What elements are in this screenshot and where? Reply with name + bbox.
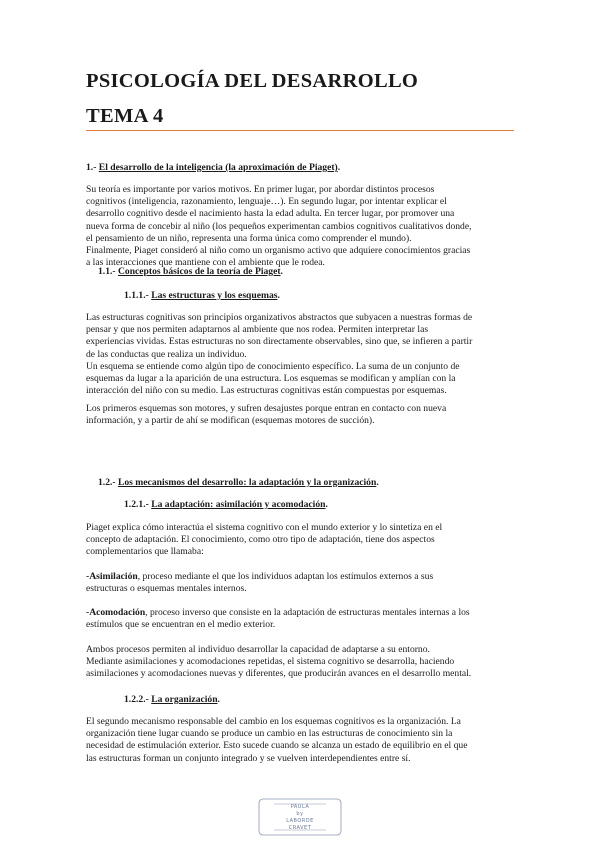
section-1-1-1-paragraph-2 [86, 403, 518, 427]
section-1-2-2-paragraph [86, 716, 518, 765]
section-1-number: 1.- [86, 162, 99, 173]
text-line: Piaget explica cómo interactúa el sistema cognitivo con el mundo exterior y lo sintetiza en el [86, 522, 443, 533]
section-1-2-1-heading: 1.2.1.- La adaptación: asimilación y acomodación. [124, 499, 328, 510]
text-line: desarrollo cognitivo desde el nacimiento hasta la edad adulta. En tercer lugar, por promover una [86, 208, 455, 220]
section-1-2-title: Los mecanismos del desarrollo: la adaptación y la organización [117, 477, 377, 488]
text-line: Un esquema se entiende como algún tipo de conocimiento específico. La suma de un conjunto de [86, 360, 460, 372]
section-1-2-2-number: 1.2.2.- [124, 694, 152, 705]
text-line: Su teoría es importante por varios motivos. En primer lugar, por abordar distintos procesos [86, 184, 435, 195]
acomodacion-definition [86, 607, 518, 631]
text-line: de las conductas que realiza un individuo. [86, 348, 247, 360]
section-1-2-1-paragraph-1 [86, 522, 518, 559]
text-line: pensar y que nos permiten adaptarnos al ambiente que nos rodea. Permiten interpretar las [86, 324, 429, 336]
section-1-1-heading: 1.1.- Conceptos básicos de la teoría de Piaget. [98, 266, 283, 277]
text-line: estímulos que se encuentran en el medio exterior. [86, 619, 276, 631]
asimilacion-definition [86, 571, 518, 595]
section-1-1-1-number: 1.1.1.- [124, 290, 152, 301]
document-title: PSICOLOGÍA DEL DESARROLLO [86, 70, 419, 92]
text-line: complementarios que llamaba: [86, 546, 204, 558]
section-1-1-1-heading: 1.1.1.- Las estructuras y los esquemas. [124, 290, 280, 301]
section-1-1-title: Conceptos básicos de la teoría de Piaget [117, 266, 281, 277]
section-1-2-1-title: La adaptación: asimilación y acomodación [151, 499, 326, 510]
text-line: El segundo mecanismo responsable del cambio en los esquemas cognitivos es la organización. La [86, 716, 461, 727]
text-line: interacción del niño con su medio. Las estructuras cognitivas están compuestas por esquemas. [86, 385, 447, 397]
asimilacion-text: , proceso mediante el que los individuos adaptan los estímulos externos a sus [137, 571, 434, 582]
section-1-2-heading: 1.2.- Los mecanismos del desarrollo: la adaptación y la organización. [98, 477, 379, 488]
section-1-1-1-title: Las estructuras y los esquemas [151, 290, 278, 301]
text-line: Finalmente, Piaget consideró al niño como un organismo activo que adquiere conocimientos gracias [86, 245, 471, 257]
text-line: Ambos procesos permiten al individuo desarrollar la capacidad de adaptarse a su entorno. [86, 644, 430, 655]
header-divider [86, 130, 514, 131]
section-1-paragraph [86, 184, 518, 269]
text-line: experiencias vividas. Estas estructuras no son directamente observables, sino que, se infieren a partir [86, 336, 473, 348]
logo-text-1: PAULA [290, 804, 310, 810]
acomodacion-term: -Acomodación [86, 607, 146, 618]
text-line: necesidad de estimulación exterior. Esto sucede cuando se alcanza un estado de equilibrio en el que [86, 740, 468, 752]
section-1-heading: 1.- El desarrollo de la inteligencia (la aproximación de Piaget). [86, 162, 341, 173]
text-line: información, y a partir de ahí se modifican (esquemas motores de succión). [86, 415, 375, 427]
text-line: Mediante asimilaciones y acomodaciones repetidas, el sistema cognitivo se desarrolla, haciendo [86, 656, 455, 668]
text-line: nueva forma de concebir al niño (los pequeños experimentan cambios cognitivos cualitativos donde, [86, 220, 472, 232]
section-1-2-2-heading: 1.2.2.- La organización. [124, 694, 220, 705]
acomodacion-text: , proceso inverso que consiste en la adaptación de estructuras mentales internas a los [145, 607, 470, 618]
text-line: el pensamiento de un niño, representa una forma única como comprender el mundo). [86, 232, 412, 244]
logo-text-4: CRAVET [288, 825, 312, 831]
text-line: organización tiene lugar cuando se produce un cambio en las estructuras de conocimiento sin la [86, 728, 453, 740]
section-1-1-number: 1.1.- [98, 266, 118, 277]
section-1-2-2-title: La organización [151, 694, 218, 705]
section-1-2-1-number: 1.2.1.- [124, 499, 152, 510]
section-1-2-1-paragraph-2 [86, 644, 518, 681]
section-1-1-1-paragraph-1 [86, 312, 518, 397]
section-1-2-number: 1.2.- [98, 477, 118, 488]
text-line: estructuras o esquemas mentales internos. [86, 583, 247, 595]
logo-text-2: by [296, 811, 304, 817]
asimilacion-term: -Asimilación [86, 571, 138, 582]
text-line: Las estructuras cognitivas son principios organizativos abstractos que subyacen a nuestras formas de [86, 312, 473, 323]
text-line: asimilaciones y acomodaciones nuevas y diferentes, que producirán avances en el desarrollo mental. [86, 668, 472, 680]
document-subtitle: TEMA 4 [86, 105, 164, 127]
text-line: esquemas da lugar a la aparición de una estructura. Los esquemas se modifican y amplían con la [86, 373, 456, 385]
footer-logo [258, 798, 342, 836]
logo-text-3: LABORDE [286, 818, 314, 824]
section-1-title: El desarrollo de la inteligencia (la aproximación de Piaget) [98, 162, 338, 173]
text-line: las estructuras forman un conjunto integrado y se vuelven interdependientes entre sí. [86, 752, 411, 764]
text-line: concepto de adaptación. El conocimiento, como otro tipo de adaptación, tiene dos aspectos [86, 534, 435, 546]
text-line: Los primeros esquemas son motores, y sufren desajustes porque entran en contacto con nueva [86, 403, 447, 414]
text-line: a las interacciones que mantiene con el ambiente que le rodea. [86, 257, 325, 269]
text-line: cognitivos (inteligencia, razonamiento, lenguaje…). En segundo lugar, por intentar explicar el [86, 196, 447, 208]
